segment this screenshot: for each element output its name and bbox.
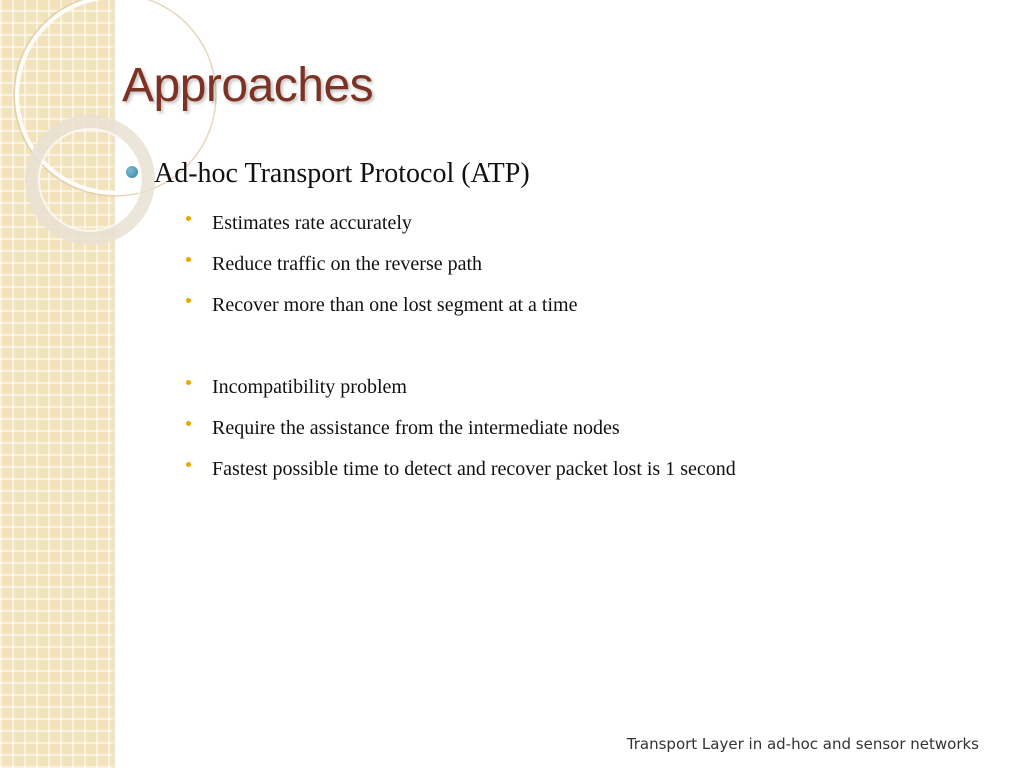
sub-bullet-item xyxy=(186,212,736,253)
sub-bullet-item xyxy=(186,417,736,458)
sub-bullet-text: Recover more than one lost segment at a time xyxy=(212,294,578,316)
sub-bullet-text: Fastest possible time to detect and recover packet lost is 1 second xyxy=(212,458,736,480)
sub-bullet-item xyxy=(186,458,736,499)
side-strip-edge xyxy=(113,0,116,768)
slide-title: Approaches xyxy=(122,59,374,112)
sub-bullet-text: Incompatibility problem xyxy=(212,376,407,398)
sub-bullet-text: Require the assistance from the intermediate nodes xyxy=(212,417,620,439)
yellow-bullet-icon xyxy=(186,216,191,221)
sub-bullet-item xyxy=(186,376,736,417)
yellow-bullet-icon xyxy=(186,462,191,467)
main-bullet-text: Ad-hoc Transport Protocol (ATP) xyxy=(154,158,530,189)
sub-bullet-text: Estimates rate accurately xyxy=(212,212,412,234)
decorative-side-strip xyxy=(0,0,113,768)
sub-bullet-list xyxy=(186,212,736,499)
sub-bullet-item xyxy=(186,253,736,294)
yellow-bullet-icon xyxy=(186,380,191,385)
sub-bullet-item xyxy=(186,294,736,335)
yellow-bullet-icon xyxy=(186,257,191,262)
slide-footer: Transport Layer in ad-hoc and sensor networks xyxy=(626,735,979,753)
blue-bullet-icon xyxy=(126,166,138,178)
sub-bullet-text: Reduce traffic on the reverse path xyxy=(212,253,483,275)
yellow-bullet-icon xyxy=(186,421,191,426)
main-bullet-item xyxy=(126,158,530,190)
yellow-bullet-icon xyxy=(186,298,191,303)
